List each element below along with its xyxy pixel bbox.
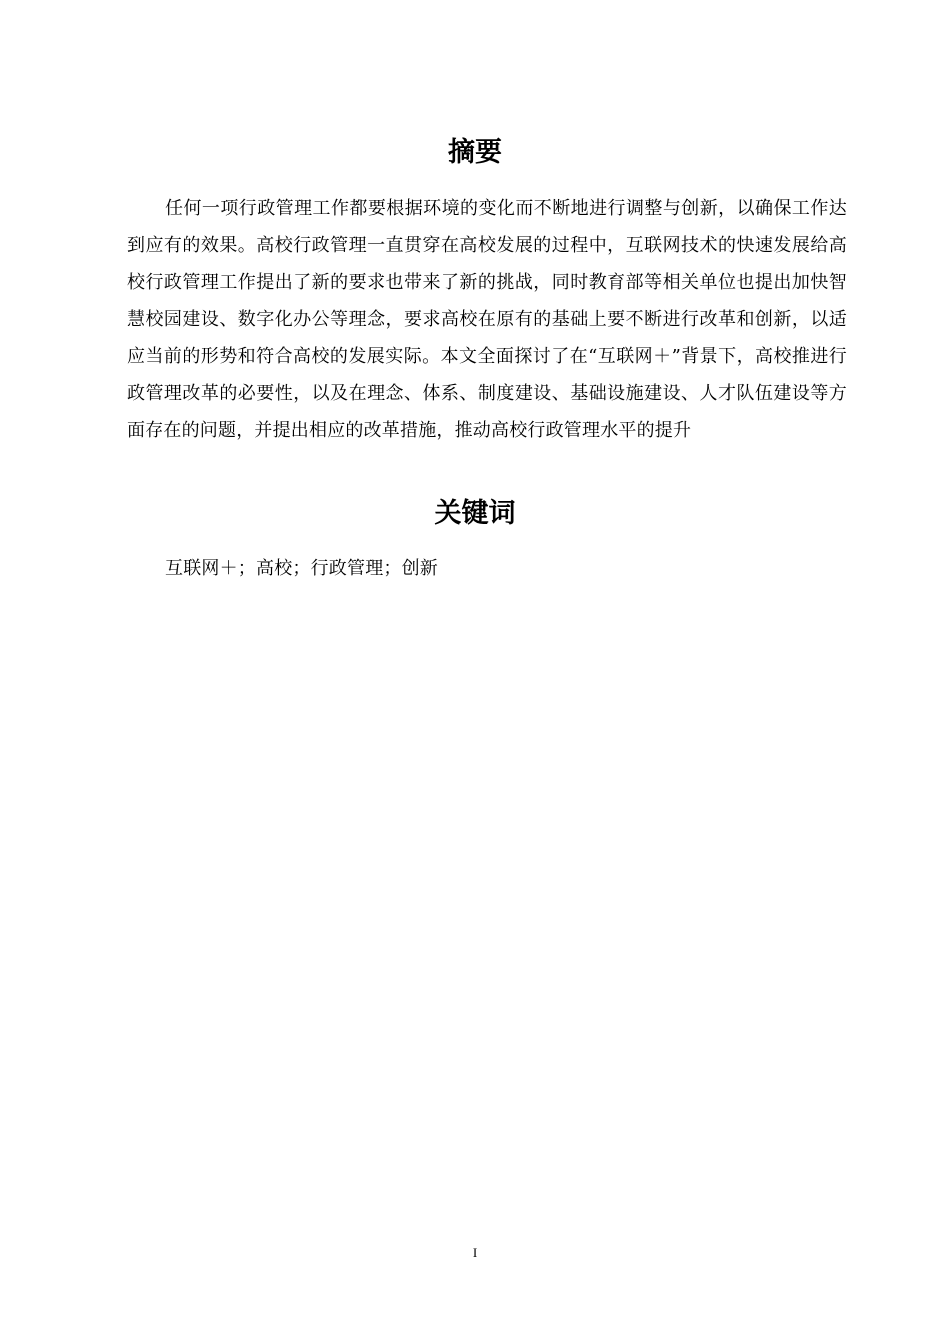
abstract-paragraph: 任何一项行政管理工作都要根据环境的变化而不断地进行调整与创新，以确保工作达到应有的效果。高校行政管理一直贯穿在高校发展的过程中，互联网技术的快速发展给高校行政管理工作提出了新的要求也带来了新的挑战，同时教育部等相关单位也提出加快智慧校园建设、数字化办公等理念，要求高校在原有的基础上要不断进行改革和创新，以适应当前的形势和符合高校的发展实际。本文全面探讨了在“互联网＋”背景下，高校推进行政管理改革的必要性，以及在理念、体系、制度建设、基础设施建设、人才队伍建设等方面存在的问题，并提出相应的改革措施，推动高校行政管理水平的提升 <box>127 198 847 441</box>
page-number: I <box>472 1245 478 1260</box>
abstract-heading: 摘要 <box>448 137 502 168</box>
keywords-list: 互联网＋；高校；行政管理；创新 <box>165 558 438 579</box>
keywords-heading: 关键词 <box>434 498 516 529</box>
